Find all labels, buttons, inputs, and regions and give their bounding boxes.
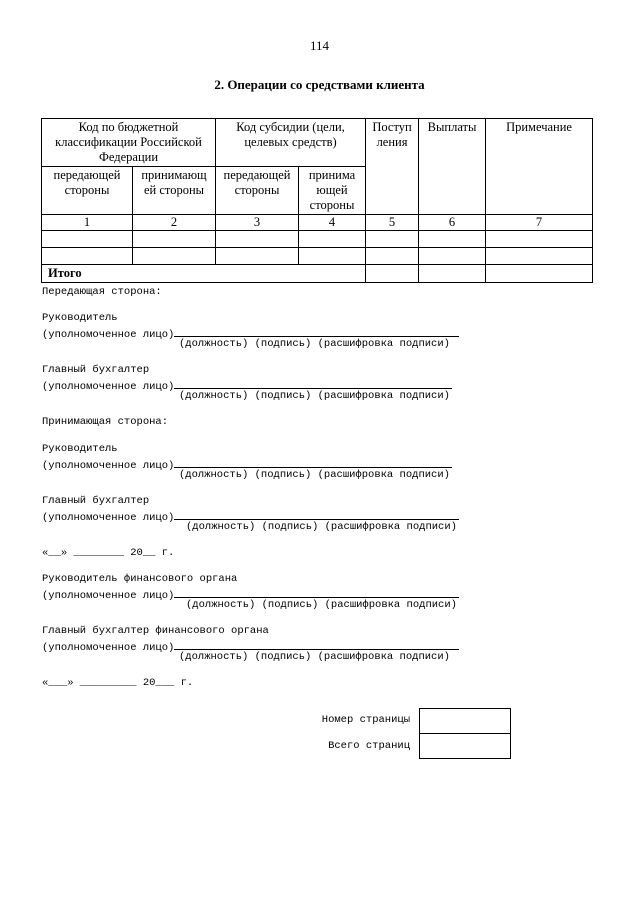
header-receiving-side: принимающ ей стороны xyxy=(133,167,216,215)
total-label: Итого xyxy=(42,265,366,283)
table-cell xyxy=(486,248,593,265)
page-number: 114 xyxy=(309,38,330,53)
table-cell xyxy=(419,265,486,283)
signature-caption: (должность) (подпись) (расшифровка подписи) xyxy=(186,521,457,533)
signature-caption: (должность) (подпись) (расшифровка подписи) xyxy=(179,390,450,402)
fin-accountant-label: Главный бухгалтер финансового органа xyxy=(42,625,269,637)
table-cell xyxy=(366,231,419,248)
table-cell xyxy=(216,231,299,248)
header-sending-side: передающей стороны xyxy=(216,167,299,215)
column-number: 4 xyxy=(299,215,366,231)
table-row xyxy=(42,248,593,265)
signature-caption: (должность) (подпись) (расшифровка подписи) xyxy=(179,338,450,350)
signature-line xyxy=(174,377,452,389)
header-sending-side: передающей стороны xyxy=(42,167,133,215)
table-cell xyxy=(299,248,366,265)
table-cell xyxy=(366,248,419,265)
section-title: 2. Операции со средствами клиента xyxy=(214,77,425,92)
column-number: 1 xyxy=(42,215,133,231)
header-receiving-side: принима ющей стороны xyxy=(299,167,366,215)
authorized-person-label: (уполномоченное лицо) xyxy=(42,642,175,654)
table-cell xyxy=(299,231,366,248)
table-header-row xyxy=(42,119,593,167)
total-pages-box xyxy=(419,733,511,759)
date-line: «__» ________ 20__ г. xyxy=(42,547,175,559)
column-number: 2 xyxy=(133,215,216,231)
table-cell xyxy=(419,231,486,248)
column-number: 3 xyxy=(216,215,299,231)
signature-caption: (должность) (подпись) (расшифровка подписи) xyxy=(179,469,450,481)
receiving-accountant-label: Главный бухгалтер xyxy=(42,495,150,507)
header-payments: Выплаты xyxy=(419,119,486,215)
total-pages-label: Всего страниц xyxy=(328,740,410,752)
date-line: «___» _________ 20___ г. xyxy=(42,677,194,689)
signature-line xyxy=(174,508,459,520)
authorized-person-label: (уполномоченное лицо) xyxy=(42,329,175,341)
header-subsidy-code: Код субсидии (цели, целевых средств) xyxy=(216,119,366,167)
table-cell xyxy=(486,231,593,248)
page-number-label: Номер страницы xyxy=(321,714,410,726)
table-cell xyxy=(216,248,299,265)
column-number: 6 xyxy=(419,215,486,231)
operations-table xyxy=(41,118,593,283)
authorized-person-label: (уполномоченное лицо) xyxy=(42,590,175,602)
authorized-person-label: (уполномоченное лицо) xyxy=(42,381,175,393)
authorized-person-label: (уполномоченное лицо) xyxy=(42,460,175,472)
table-cell xyxy=(366,265,419,283)
header-income: Поступ ления xyxy=(366,119,419,215)
sending-side-label: Передающая сторона: xyxy=(42,286,162,298)
sending-accountant-label: Главный бухгалтер xyxy=(42,364,150,376)
header-budget-code: Код по бюджетной классификации Российской Федерации xyxy=(42,119,216,167)
sending-head-label: Руководитель xyxy=(42,312,118,324)
table-cell xyxy=(133,248,216,265)
fin-head-label: Руководитель финансового органа xyxy=(42,573,238,585)
column-number-row xyxy=(42,215,593,231)
table-cell xyxy=(42,248,133,265)
authorized-person-label: (уполномоченное лицо) xyxy=(42,512,175,524)
total-row xyxy=(42,265,593,283)
receiving-side-label: Принимающая сторона: xyxy=(42,416,169,428)
signature-line xyxy=(174,325,459,337)
table-row xyxy=(42,231,593,248)
table-cell xyxy=(42,231,133,248)
table-cell xyxy=(133,231,216,248)
header-note: Примечание xyxy=(486,119,593,215)
signature-line xyxy=(174,586,459,598)
signature-caption: (должность) (подпись) (расшифровка подписи) xyxy=(186,599,457,611)
table-cell xyxy=(419,248,486,265)
signature-line xyxy=(174,456,452,468)
column-number: 7 xyxy=(486,215,593,231)
table-cell xyxy=(486,265,593,283)
signature-line xyxy=(174,638,459,650)
page-number-box xyxy=(419,708,511,734)
signature-caption: (должность) (подпись) (расшифровка подписи) xyxy=(179,651,450,663)
receiving-head-label: Руководитель xyxy=(42,443,118,455)
column-number: 5 xyxy=(366,215,419,231)
